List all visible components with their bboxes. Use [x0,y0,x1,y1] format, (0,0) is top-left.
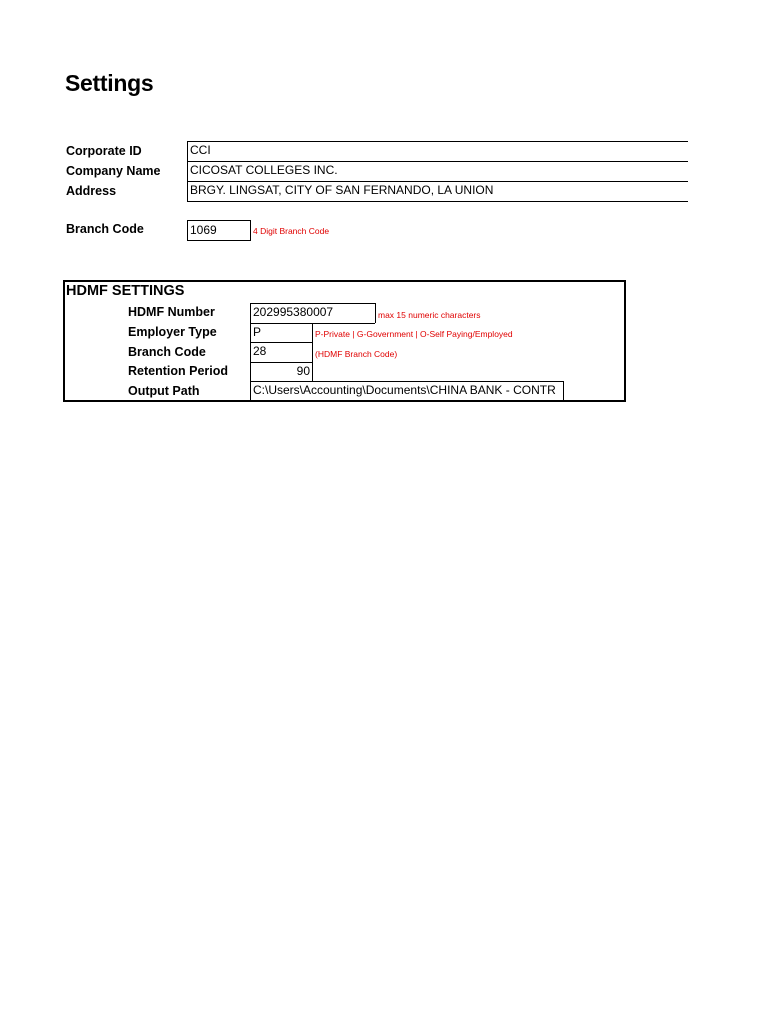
employer-type-note: P-Private | G-Government | O-Self Paying/Employed [315,329,513,339]
branch-code-note: 4 Digit Branch Code [253,226,330,236]
output-path-label: Output Path [128,384,200,398]
hdmf-branch-code-note: (HDMF Branch Code) [315,349,398,359]
grid-line [563,381,564,401]
hdmf-branch-code-label: Branch Code [128,345,206,359]
hdmf-number-label: HDMF Number [128,305,215,319]
company-name-field[interactable]: CICOSAT COLLEGES INC. [190,163,338,177]
grid-line [312,323,313,381]
hdmf-number-note: max 15 numeric characters [378,310,481,320]
hdmf-settings-title: HDMF SETTINGS [66,283,185,299]
hdmf-branch-code-field[interactable]: 28 [253,344,267,358]
retention-period-label: Retention Period [128,364,229,378]
grid-line [375,303,376,323]
hdmf-number-field[interactable]: 202995380007 [253,305,334,319]
corporate-id-label: Corporate ID [66,144,142,158]
company-name-label: Company Name [66,164,161,178]
branch-code-label: Branch Code [66,222,144,236]
output-path-field[interactable]: C:\Users\Accounting\Documents\CHINA BANK - CONTR [253,383,556,397]
branch-code-field[interactable]: 1069 [187,220,251,241]
corporate-id-field[interactable]: CCI [190,143,211,157]
address-label: Address [66,184,117,198]
employer-type-label: Employer Type [128,325,217,339]
grid-line [187,201,688,202]
retention-period-field[interactable]: 90 [296,364,310,378]
address-field[interactable]: BRGY. LINGSAT, CITY OF SAN FERNANDO, LA UNION [190,183,494,197]
employer-type-field[interactable]: P [253,325,262,339]
page-title: Settings [65,70,154,96]
